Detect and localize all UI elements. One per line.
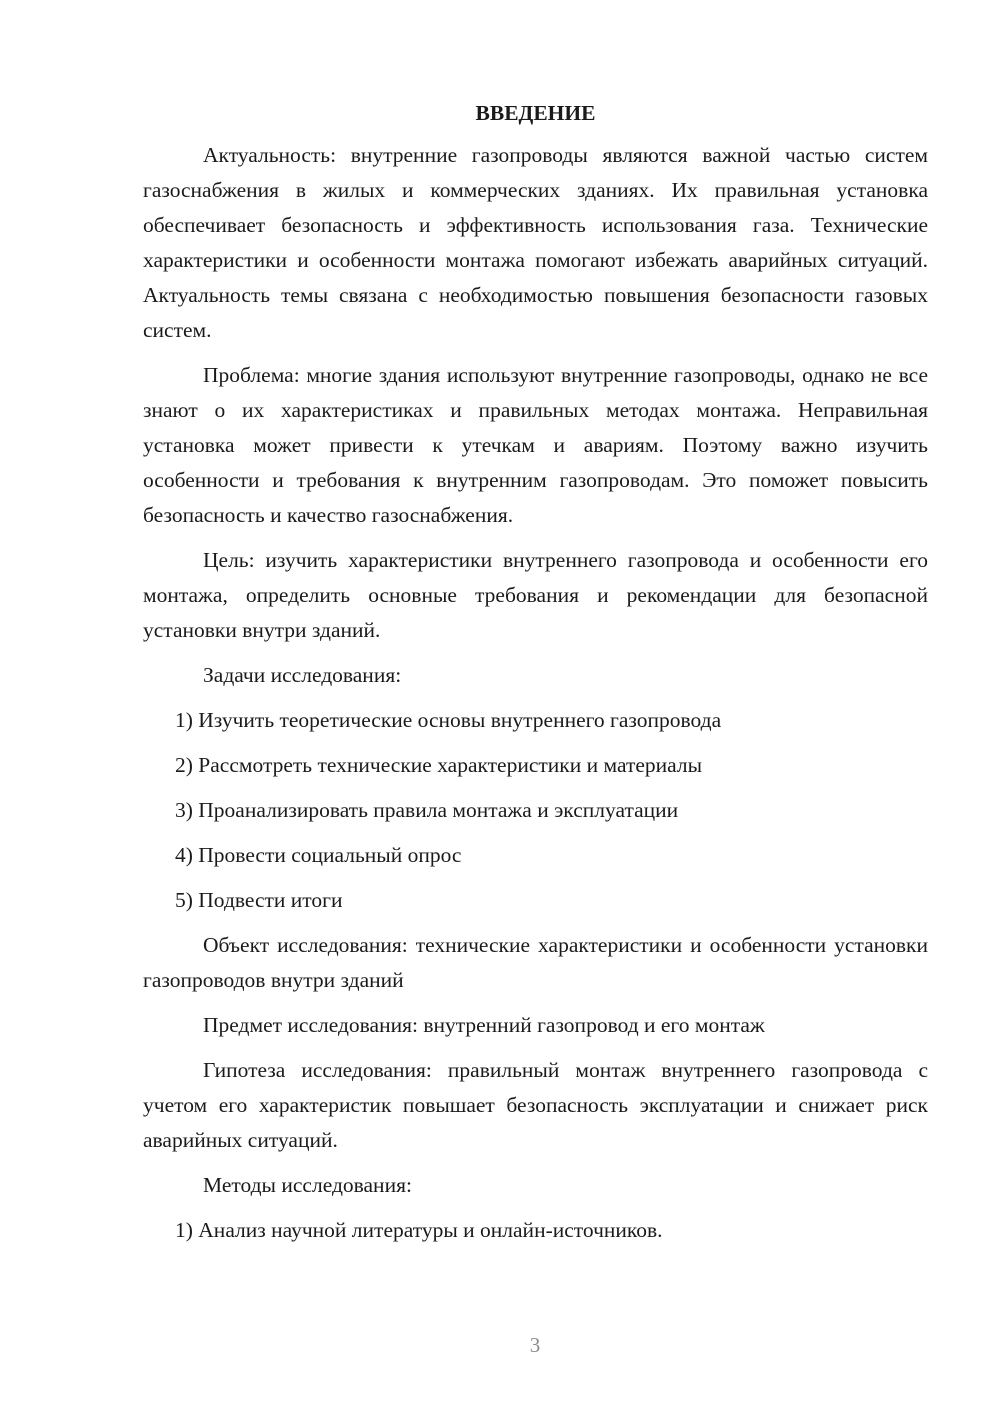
goal-paragraph: Цель: изучить характеристики внутреннего газопровода и особенности его монтажа, определить основные требования и рекомендации для безопасной установки внутри зданий. bbox=[143, 548, 928, 642]
methods-heading: Методы исследования: bbox=[203, 1173, 412, 1197]
subject-paragraph: Предмет исследования: внутренний газопровод и его монтаж bbox=[203, 1013, 765, 1037]
tasks-heading: Задачи исследования: bbox=[203, 663, 402, 687]
object-paragraph: Объект исследования: технические характеристики и особенности установки газопроводов внутри зданий bbox=[143, 933, 928, 992]
page-number: 3 bbox=[529, 1333, 541, 1357]
document-page bbox=[143, 96, 928, 1258]
task-item: 1) Изучить теоретические основы внутреннего газопровода bbox=[175, 708, 722, 732]
hypothesis-paragraph: Гипотеза исследования: правильный монтаж внутреннего газопровода с учетом его характеристик повышает безопасность эксплуатации и снижает риск аварийных ситуаций. bbox=[143, 1058, 928, 1152]
section-title: ВВЕДЕНИЕ bbox=[475, 101, 596, 125]
task-item: 3) Проанализировать правила монтажа и эксплуатации bbox=[175, 798, 679, 822]
methods-list bbox=[143, 1213, 928, 1248]
task-item: 2) Рассмотреть технические характеристики и материалы bbox=[175, 753, 703, 777]
problem-paragraph: Проблема: многие здания используют внутренние газопроводы, однако не все знают о их характеристиках и правильных методах монтажа. Неправильная установка может привести к утечкам и авариям. Поэтому важно изучить особенности и требования к внутренним газопроводам. Это поможет повысить безопасность и качество газоснабжения. bbox=[143, 363, 928, 527]
method-item: 1) Анализ научной литературы и онлайн-источников. bbox=[175, 1218, 663, 1242]
task-item: 5) Подвести итоги bbox=[175, 888, 343, 912]
relevance-paragraph: Актуальность: внутренние газопроводы являются важной частью систем газоснабжения в жилых и коммерческих зданиях. Их правильная установка обеспечивает безопасность и эффективность использования газа. Технические характеристики и особенности монтажа помогают избежать аварийных ситуаций. Актуальность темы связана с необходимостью повышения безопасности газовых систем. bbox=[143, 143, 928, 342]
tasks-list bbox=[143, 703, 928, 918]
task-item: 4) Провести социальный опрос bbox=[175, 843, 462, 867]
